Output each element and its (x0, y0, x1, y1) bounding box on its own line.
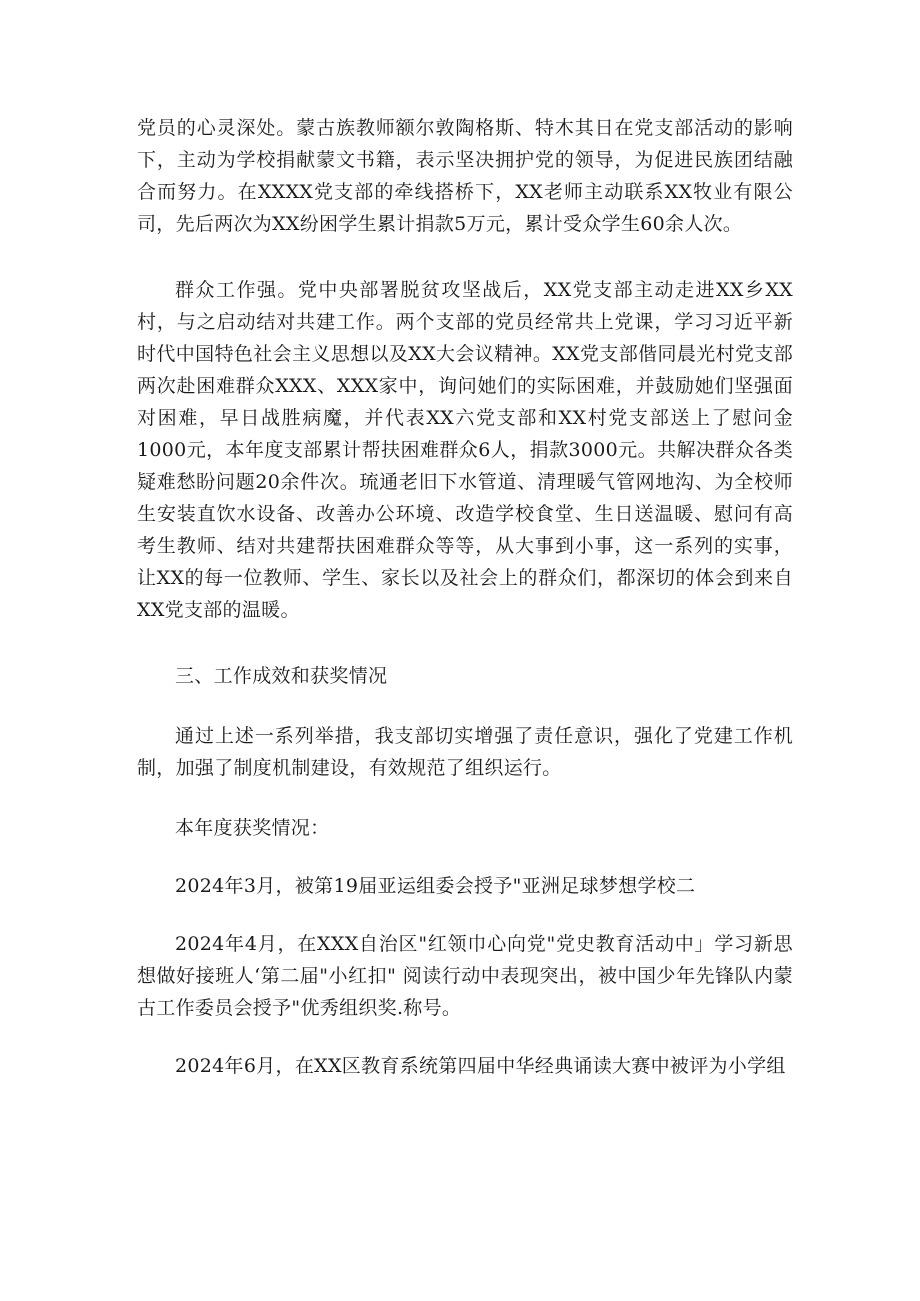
award-item-june: 2024年6月，在XX区教育系统第四届中华经典诵读大赛中被评为小学组 (175, 1055, 786, 1077)
paragraph-donation: 党员的心灵深处。蒙古族教师额尔敦陶格斯、特木其日在党支部活动的影响下，主动为学校捐献蒙文书籍，表示坚决拥护党的领导，为促进民族团结融合而努力。在XXXX党支部的牵线搭桥下，XX老师主动联系XX牧业有限公司，先后两次为XX纷困学生累计捐款5万元，累计受众学生60余人次。 (137, 117, 793, 235)
award-item-march: 2024年3月，被第19届亚运组委会授予"亚洲足球梦想学校二 (175, 875, 696, 897)
award-item-april: 2024年4月，在XXX自治区"红领巾心向党"党史教育活动中」学习新思想做好接班人‘第二届"小红扣" 阅读行动中表现突出，被中国少年先锋队内蒙古工作委员会授予"优秀组织奖.称号。 (137, 933, 793, 1019)
paragraph-summary: 通过上述一系列举措，我支部切实增强了责任意识，强化了党建工作机制，加强了制度机制建设，有效规范了组织运行。 (137, 725, 793, 779)
document-body (137, 112, 793, 1082)
paragraph-awards-intro: 本年度获奖情况： (175, 817, 330, 839)
paragraph-mass-work: 群众工作强。党中央部署脱贫攻坚战后，XX党支部主动走进XX乡XX村，与之启动结对共建工作。两个支部的党员经常共上党课，学习习近平新时代中国特色社会主义思想以及XX大会议精神。XX党支部偕同晨光村党支部两次赴困难群众XXX、XXX家中，询问她们的实际困难，并鼓励她们坚强面对困难，早日战胜病魔，并代表XX六党支部和XX村党支部送上了慰问金1000元，本年度支部累计帮扶困难群众6人，捐款3000元。共解决群众各类疑难愁盼问题20余件次。琉通老旧下水管道、清理暖气管网地沟、为全校师生安装直饮水设备、改善办公环境、改造学校食堂、生日送温暖、慰问有高考生教师、结对共建帮扶困难群众等等，从大事到小事，这一系列的实事，让XX的每一位教师、学生、家长以及社会上的群众们，都深切的体会到来自XX党支部的温暖。 (137, 279, 793, 621)
section-heading-results: 三、工作成效和获奖情况 (175, 665, 388, 687)
